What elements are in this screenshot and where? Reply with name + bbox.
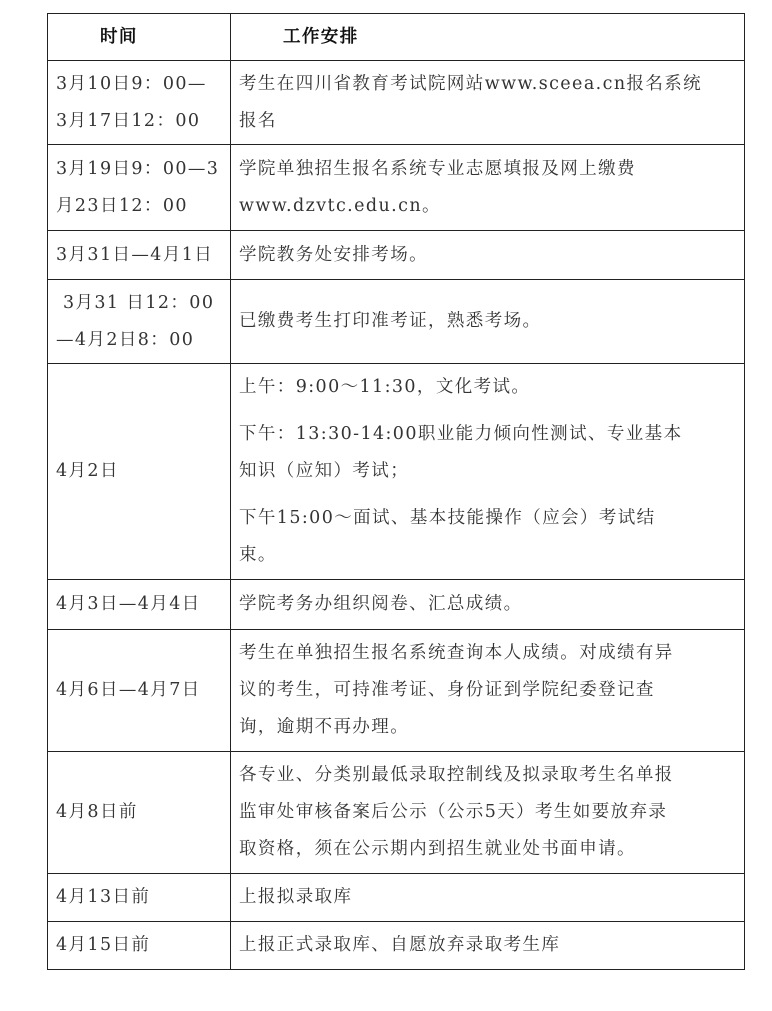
work-line: 各专业、分类别最低录取控制线及拟录取考生名单报 — [239, 765, 674, 785]
work-paragraph — [239, 151, 740, 225]
time-cell — [48, 922, 231, 970]
work-paragraph — [239, 635, 740, 746]
work-line: www.dzvtc.edu.cn。 — [239, 195, 441, 216]
time-cell — [48, 630, 231, 752]
work-line: 学院单独招生报名系统专业志愿填报及网上缴费 — [239, 158, 636, 179]
time-line: 3月17日12：00 — [56, 110, 201, 131]
time-line: 4月8日前 — [56, 802, 138, 822]
time-line: —4月2日8：00 — [56, 329, 195, 350]
work-line: 束。 — [239, 545, 277, 565]
work-line: 已缴费考生打印准考证，熟悉考场。 — [239, 311, 542, 331]
table-row — [48, 145, 745, 231]
work-line: 监审处审核备案后公示（公示5天）考生如要放弃录 — [239, 802, 668, 822]
time-line: 4月6日—4月7日 — [56, 680, 201, 700]
work-cell — [231, 145, 745, 231]
table-row — [48, 922, 745, 970]
work-line: 考生在四川省教育考试院网站www.sceea.cn报名系统 — [239, 73, 703, 94]
time-cell — [48, 580, 231, 630]
table-row — [48, 580, 745, 630]
header-time: 时间 — [48, 14, 231, 61]
time-line: 3月19日9：00—3 — [56, 158, 220, 179]
schedule-table — [47, 13, 745, 970]
work-line: 学院考务办组织阅卷、汇总成绩。 — [239, 594, 523, 614]
work-paragraph — [239, 369, 740, 406]
time-line: 月23日12：00 — [56, 195, 188, 216]
work-paragraph — [239, 237, 740, 274]
time-line: 4月15日前 — [56, 935, 151, 955]
work-cell — [231, 280, 745, 364]
time-cell — [48, 874, 231, 922]
work-line: 下午15:00～面试、基本技能操作（应会）考试结 — [239, 508, 656, 528]
time-cell — [48, 280, 231, 364]
work-line: 取资格，须在公示期内到招生就业处书面申请。 — [239, 839, 636, 859]
work-paragraph — [239, 927, 740, 964]
time-line: 4月13日前 — [56, 887, 151, 907]
work-paragraph — [239, 500, 740, 574]
work-paragraph — [239, 879, 740, 916]
header-row — [48, 14, 745, 61]
time-cell — [48, 61, 231, 145]
work-cell — [231, 231, 745, 280]
work-cell — [231, 580, 745, 630]
work-line: 学院教务处安排考场。 — [239, 244, 428, 265]
time-line: 3月31日—4月1日 — [56, 244, 214, 265]
work-line: 上报正式录取库、自愿放弃录取考生库 — [239, 935, 561, 955]
time-cell — [48, 752, 231, 874]
table-row — [48, 630, 745, 752]
work-paragraph — [239, 416, 740, 490]
time-line: 3月10日9：00— — [56, 73, 207, 94]
work-cell — [231, 61, 745, 145]
work-paragraph — [239, 757, 740, 868]
time-line: 4月2日 — [56, 461, 119, 481]
work-cell — [231, 752, 745, 874]
time-cell — [48, 231, 231, 280]
work-cell — [231, 630, 745, 752]
work-line: 知识（应知）考试； — [239, 461, 410, 481]
table-row — [48, 874, 745, 922]
work-line: 议的考生，可持准考证、身份证到学院纪委登记查 — [239, 680, 655, 700]
header-work: 工作安排 — [231, 14, 745, 61]
table-row — [48, 61, 745, 145]
table-row — [48, 231, 745, 280]
work-cell — [231, 364, 745, 580]
time-line: 4月3日—4月4日 — [56, 594, 201, 614]
work-cell — [231, 874, 745, 922]
work-line: 报名 — [239, 110, 277, 131]
time-cell — [48, 364, 231, 580]
work-paragraph — [239, 66, 740, 140]
work-line: 上报拟录取库 — [239, 887, 353, 907]
work-paragraph — [239, 586, 740, 623]
table-row — [48, 280, 745, 364]
work-line: 上午：9:00～11:30，文化考试。 — [239, 377, 531, 397]
table-row — [48, 752, 745, 874]
work-line: 下午：13:30-14:00职业能力倾向性测试、专业基本 — [239, 424, 683, 444]
table-row — [48, 364, 745, 580]
time-line: 3月31 日12：00 — [56, 292, 215, 313]
work-cell — [231, 922, 745, 970]
work-paragraph — [239, 303, 740, 340]
work-line: 询，逾期不再办理。 — [239, 717, 410, 737]
work-line: 考生在单独招生报名系统查询本人成绩。对成绩有异 — [239, 643, 674, 663]
time-cell — [48, 145, 231, 231]
